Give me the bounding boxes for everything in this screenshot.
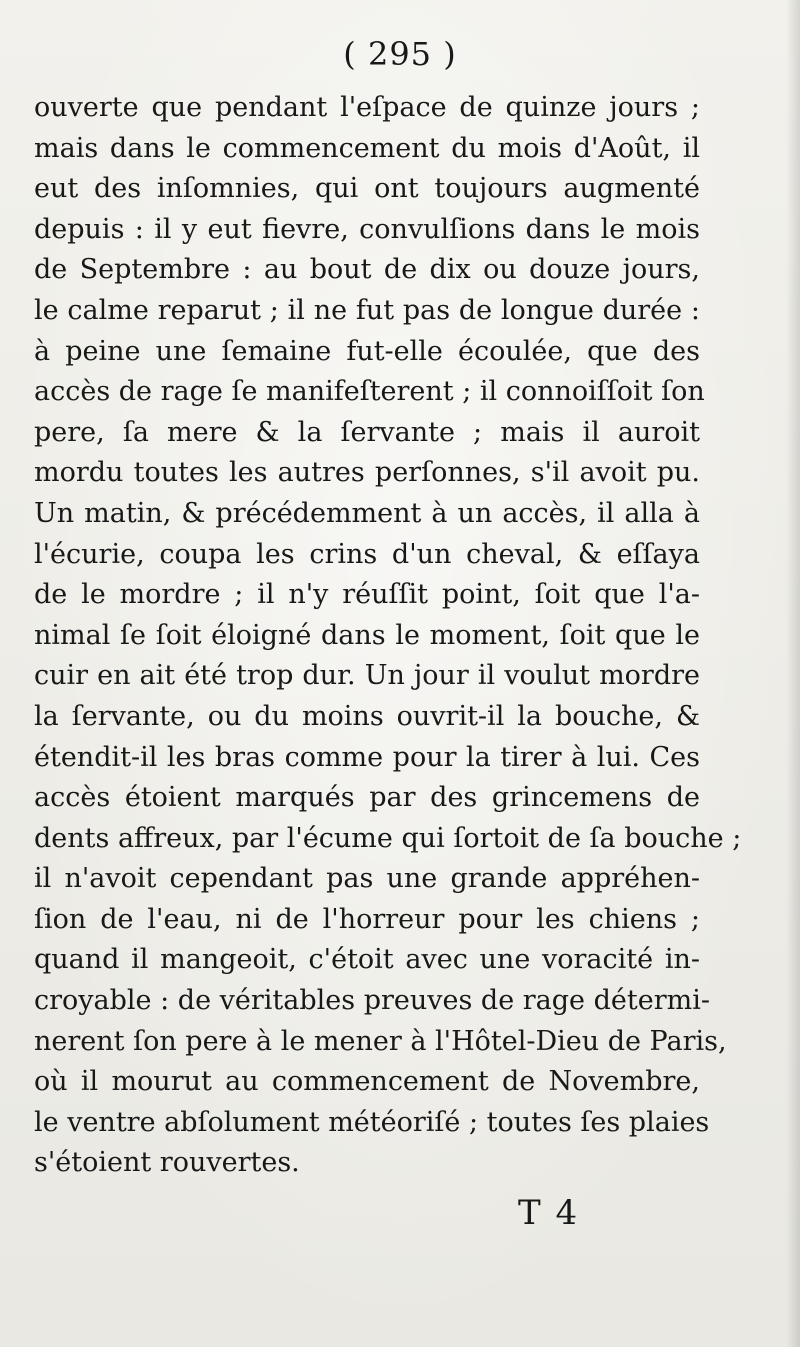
text-line-20: il n'avoit cependant pas une grande appréhen- [34,863,700,895]
text-line-22: quand il mangeoit, c'étoit avec une voracité in- [34,944,700,976]
text-line-1: ouverte que pendant l'eſpace de quinze jours ; [34,92,700,123]
text-line-9: pere, ſa mere & la ſervante ; mais il auroit [34,416,700,448]
text-line-2: mais dans le commencement du mois d'Août, il [34,132,700,164]
text-line-26: le ventre abſolument météoriſé ; toutes ſes plaies [34,1106,710,1138]
text-line-15: cuir en ait été trop dur. Un jour il voulut mordre [34,660,700,692]
text-line-16: la ſervante, ou du moins ouvrit-il la bouche, & [34,700,700,732]
text-line-5: de Septembre : au bout de dix ou douze jours, [34,254,700,286]
text-line-21: ſion de l'eau, ni de l'horreur pour les chiens ; [34,903,700,935]
text-line-13: de le mordre ; il n'y réuſſit point, ſoit que l'a- [34,579,700,611]
text-line-12: l'écurie, coupa les crins d'un cheval, & eſſaya [34,538,700,570]
body-text [34,88,742,1184]
text-line-14: nimal ſe ſoit éloigné dans le moment, ſoit que le [34,619,700,651]
text-line-18: accès étoient marqués par des grincemens de [34,782,700,814]
text-line-17: étendit-il les bras comme pour la tirer à lui. Ces [34,741,700,773]
text-line-24: nerent ſon pere à le mener à l'Hôtel-Dieu de Paris, [34,1025,727,1057]
text-line-27: s'étoient rouvertes. [34,1147,300,1179]
text-line-11: Un matin, & précédemment à un accès, il alla à [34,497,700,529]
text-line-3: eut des inſomnies, qui ont toujours augmenté [34,173,700,205]
text-line-25: où il mourut au commencement de Novembre, [34,1066,700,1098]
text-line-4: depuis : il y eut fievre, convulſions dans le mois [34,213,700,245]
page-number-header: ( 295 ) [343,35,457,73]
signature-mark: T 4 [518,1193,580,1233]
text-line-19: dents affreux, par l'écume qui ſortoit de ſa bouche ; [34,822,742,854]
text-line-7: à peine une ſemaine fut-elle écoulée, que des [34,335,700,367]
page-edge-shadow [786,0,800,1347]
text-line-23: croyable : de véritables preuves de rage détermi- [34,985,710,1017]
text-line-6: le calme reparut ; il ne fut pas de longue durée : [34,294,700,326]
text-line-10: mordu toutes les autres perſonnes, s'il avoit pu. [34,457,700,489]
text-line-8: accès de rage ſe manifeſterent ; il connoiſſoit ſon [34,376,705,408]
